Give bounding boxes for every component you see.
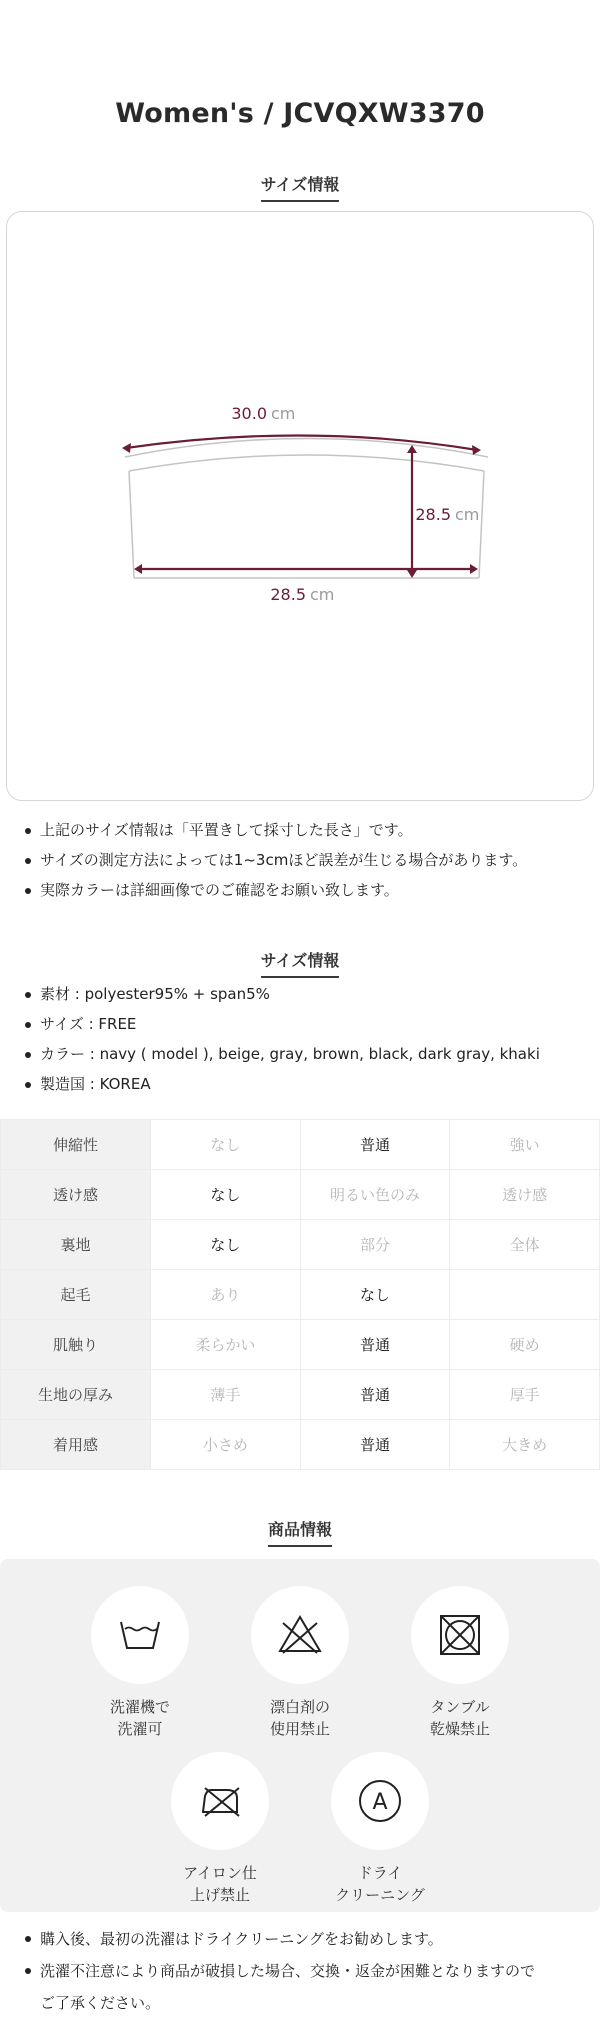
spec-option: 明るい色のみ bbox=[300, 1170, 450, 1220]
list-item: サイズの測定方法によっては1~3cmほど誤差が生じる場合があります。 bbox=[22, 845, 527, 875]
spec-option: 全体 bbox=[450, 1220, 600, 1270]
spec-option-selected: なし bbox=[151, 1220, 301, 1270]
no-tumble-dry-icon bbox=[435, 1610, 485, 1660]
table-row bbox=[1, 1220, 600, 1270]
spec-option-selected: なし bbox=[300, 1270, 450, 1320]
spec-option-selected: 普通 bbox=[300, 1370, 450, 1420]
spec-row-label: 起毛 bbox=[1, 1270, 151, 1320]
top-width-value: 30.0 bbox=[231, 404, 267, 423]
table-row bbox=[1, 1320, 600, 1370]
table-row bbox=[1, 1370, 600, 1420]
care-label: ドライ クリーニング bbox=[335, 1864, 425, 1904]
care-label: 漂白剤の 使用禁止 bbox=[269, 1698, 330, 1738]
table-row bbox=[1, 1170, 600, 1220]
size-diagram bbox=[6, 211, 594, 801]
care-label: タンブル 乾燥禁止 bbox=[429, 1698, 490, 1738]
spec-option: 強い bbox=[450, 1120, 600, 1170]
no-bleach-icon bbox=[275, 1610, 325, 1660]
care-label: アイロン仕 上げ禁止 bbox=[183, 1864, 257, 1904]
list-item: サイズ : FREE bbox=[22, 1009, 540, 1039]
list-item: 素材 : polyester95% + span5% bbox=[22, 979, 540, 1009]
spec-option: 透け感 bbox=[450, 1170, 600, 1220]
spec-option-selected: 普通 bbox=[300, 1120, 450, 1170]
list-item: ご了承ください。 bbox=[40, 1994, 161, 2012]
care-instructions-panel bbox=[0, 1559, 600, 1912]
top-arrowhead-right bbox=[472, 445, 481, 455]
height-value: 28.5 bbox=[415, 505, 451, 524]
spec-row-label: 透け感 bbox=[1, 1170, 151, 1220]
machine-wash-icon bbox=[115, 1610, 165, 1660]
height-arrowhead-top bbox=[407, 445, 417, 453]
spec-row-label: 伸縮性 bbox=[1, 1120, 151, 1170]
spec-option-selected: 普通 bbox=[300, 1320, 450, 1370]
care-label: 洗濯機で 洗濯可 bbox=[109, 1698, 170, 1738]
dry-clean-icon bbox=[355, 1776, 405, 1826]
spec-option: 柔らかい bbox=[151, 1320, 301, 1370]
product-title: Women's / JCVQXW3370 bbox=[115, 98, 485, 129]
size-info-heading: サイズ情報 bbox=[0, 172, 600, 202]
care-notes bbox=[22, 1923, 535, 2019]
top-arrowhead-left bbox=[122, 443, 131, 453]
spec-option bbox=[450, 1270, 600, 1320]
spec-option: あり bbox=[151, 1270, 301, 1320]
top-width-unit: cm bbox=[271, 404, 296, 423]
spec-option: 大きめ bbox=[450, 1420, 600, 1470]
garment-outline-diagram bbox=[7, 212, 595, 802]
fabric-spec-table bbox=[0, 1119, 600, 1470]
product-info-heading: 商品情報 bbox=[0, 1517, 600, 1547]
bottom-arrowhead-left bbox=[134, 564, 142, 574]
height-arrowhead-bottom bbox=[407, 570, 417, 578]
garment-left-side bbox=[129, 471, 134, 578]
material-details bbox=[22, 979, 540, 1099]
list-item: 洗濯不注意により商品が破損した場合、交換・返金が困難となりますので bbox=[22, 1955, 535, 1987]
spec-option: 薄手 bbox=[151, 1370, 301, 1420]
bottom-width-value: 28.5 bbox=[270, 585, 306, 604]
no-iron-icon bbox=[195, 1776, 245, 1826]
spec-row-label: 肌触り bbox=[1, 1320, 151, 1370]
list-item: 製造国 : KOREA bbox=[22, 1069, 540, 1099]
care-item-no-iron bbox=[150, 1752, 290, 1906]
care-item-dry-clean bbox=[310, 1752, 450, 1906]
spec-option: 厚手 bbox=[450, 1370, 600, 1420]
spec-row-label: 着用感 bbox=[1, 1420, 151, 1470]
dry-clean-letter: A bbox=[372, 1790, 388, 1815]
spec-option-selected: なし bbox=[151, 1170, 301, 1220]
care-item-no-bleach bbox=[230, 1586, 370, 1740]
garment-right-side bbox=[479, 471, 484, 578]
spec-option-selected: 普通 bbox=[300, 1420, 450, 1470]
care-item-machine-wash bbox=[70, 1586, 210, 1740]
care-item-no-tumble-dry bbox=[390, 1586, 530, 1740]
size-notes bbox=[22, 815, 527, 905]
spec-option: 硬め bbox=[450, 1320, 600, 1370]
table-row bbox=[1, 1420, 600, 1470]
spec-row-label: 生地の厚み bbox=[1, 1370, 151, 1420]
list-item: 購入後、最初の洗濯はドライクリーニングをお勧めします。 bbox=[22, 1923, 535, 1955]
list-item: 上記のサイズ情報は「平置きして採寸した長さ」です。 bbox=[22, 815, 527, 845]
list-item: カラー : navy ( model ), beige, gray, brown, black, dark gray, khaki bbox=[22, 1039, 540, 1069]
list-item: 実際カラーは詳細画像でのご確認をお願い致します。 bbox=[22, 875, 527, 905]
garment-inner-edge bbox=[129, 455, 484, 471]
spec-option: 部分 bbox=[300, 1220, 450, 1270]
height-unit: cm bbox=[455, 505, 480, 524]
bottom-width-unit: cm bbox=[310, 585, 335, 604]
material-info-heading: サイズ情報 bbox=[0, 948, 600, 978]
spec-row-label: 裏地 bbox=[1, 1220, 151, 1270]
table-row bbox=[1, 1270, 600, 1320]
table-row bbox=[1, 1120, 600, 1170]
bottom-arrowhead-right bbox=[470, 564, 478, 574]
spec-option: なし bbox=[151, 1120, 301, 1170]
spec-option: 小さめ bbox=[151, 1420, 301, 1470]
